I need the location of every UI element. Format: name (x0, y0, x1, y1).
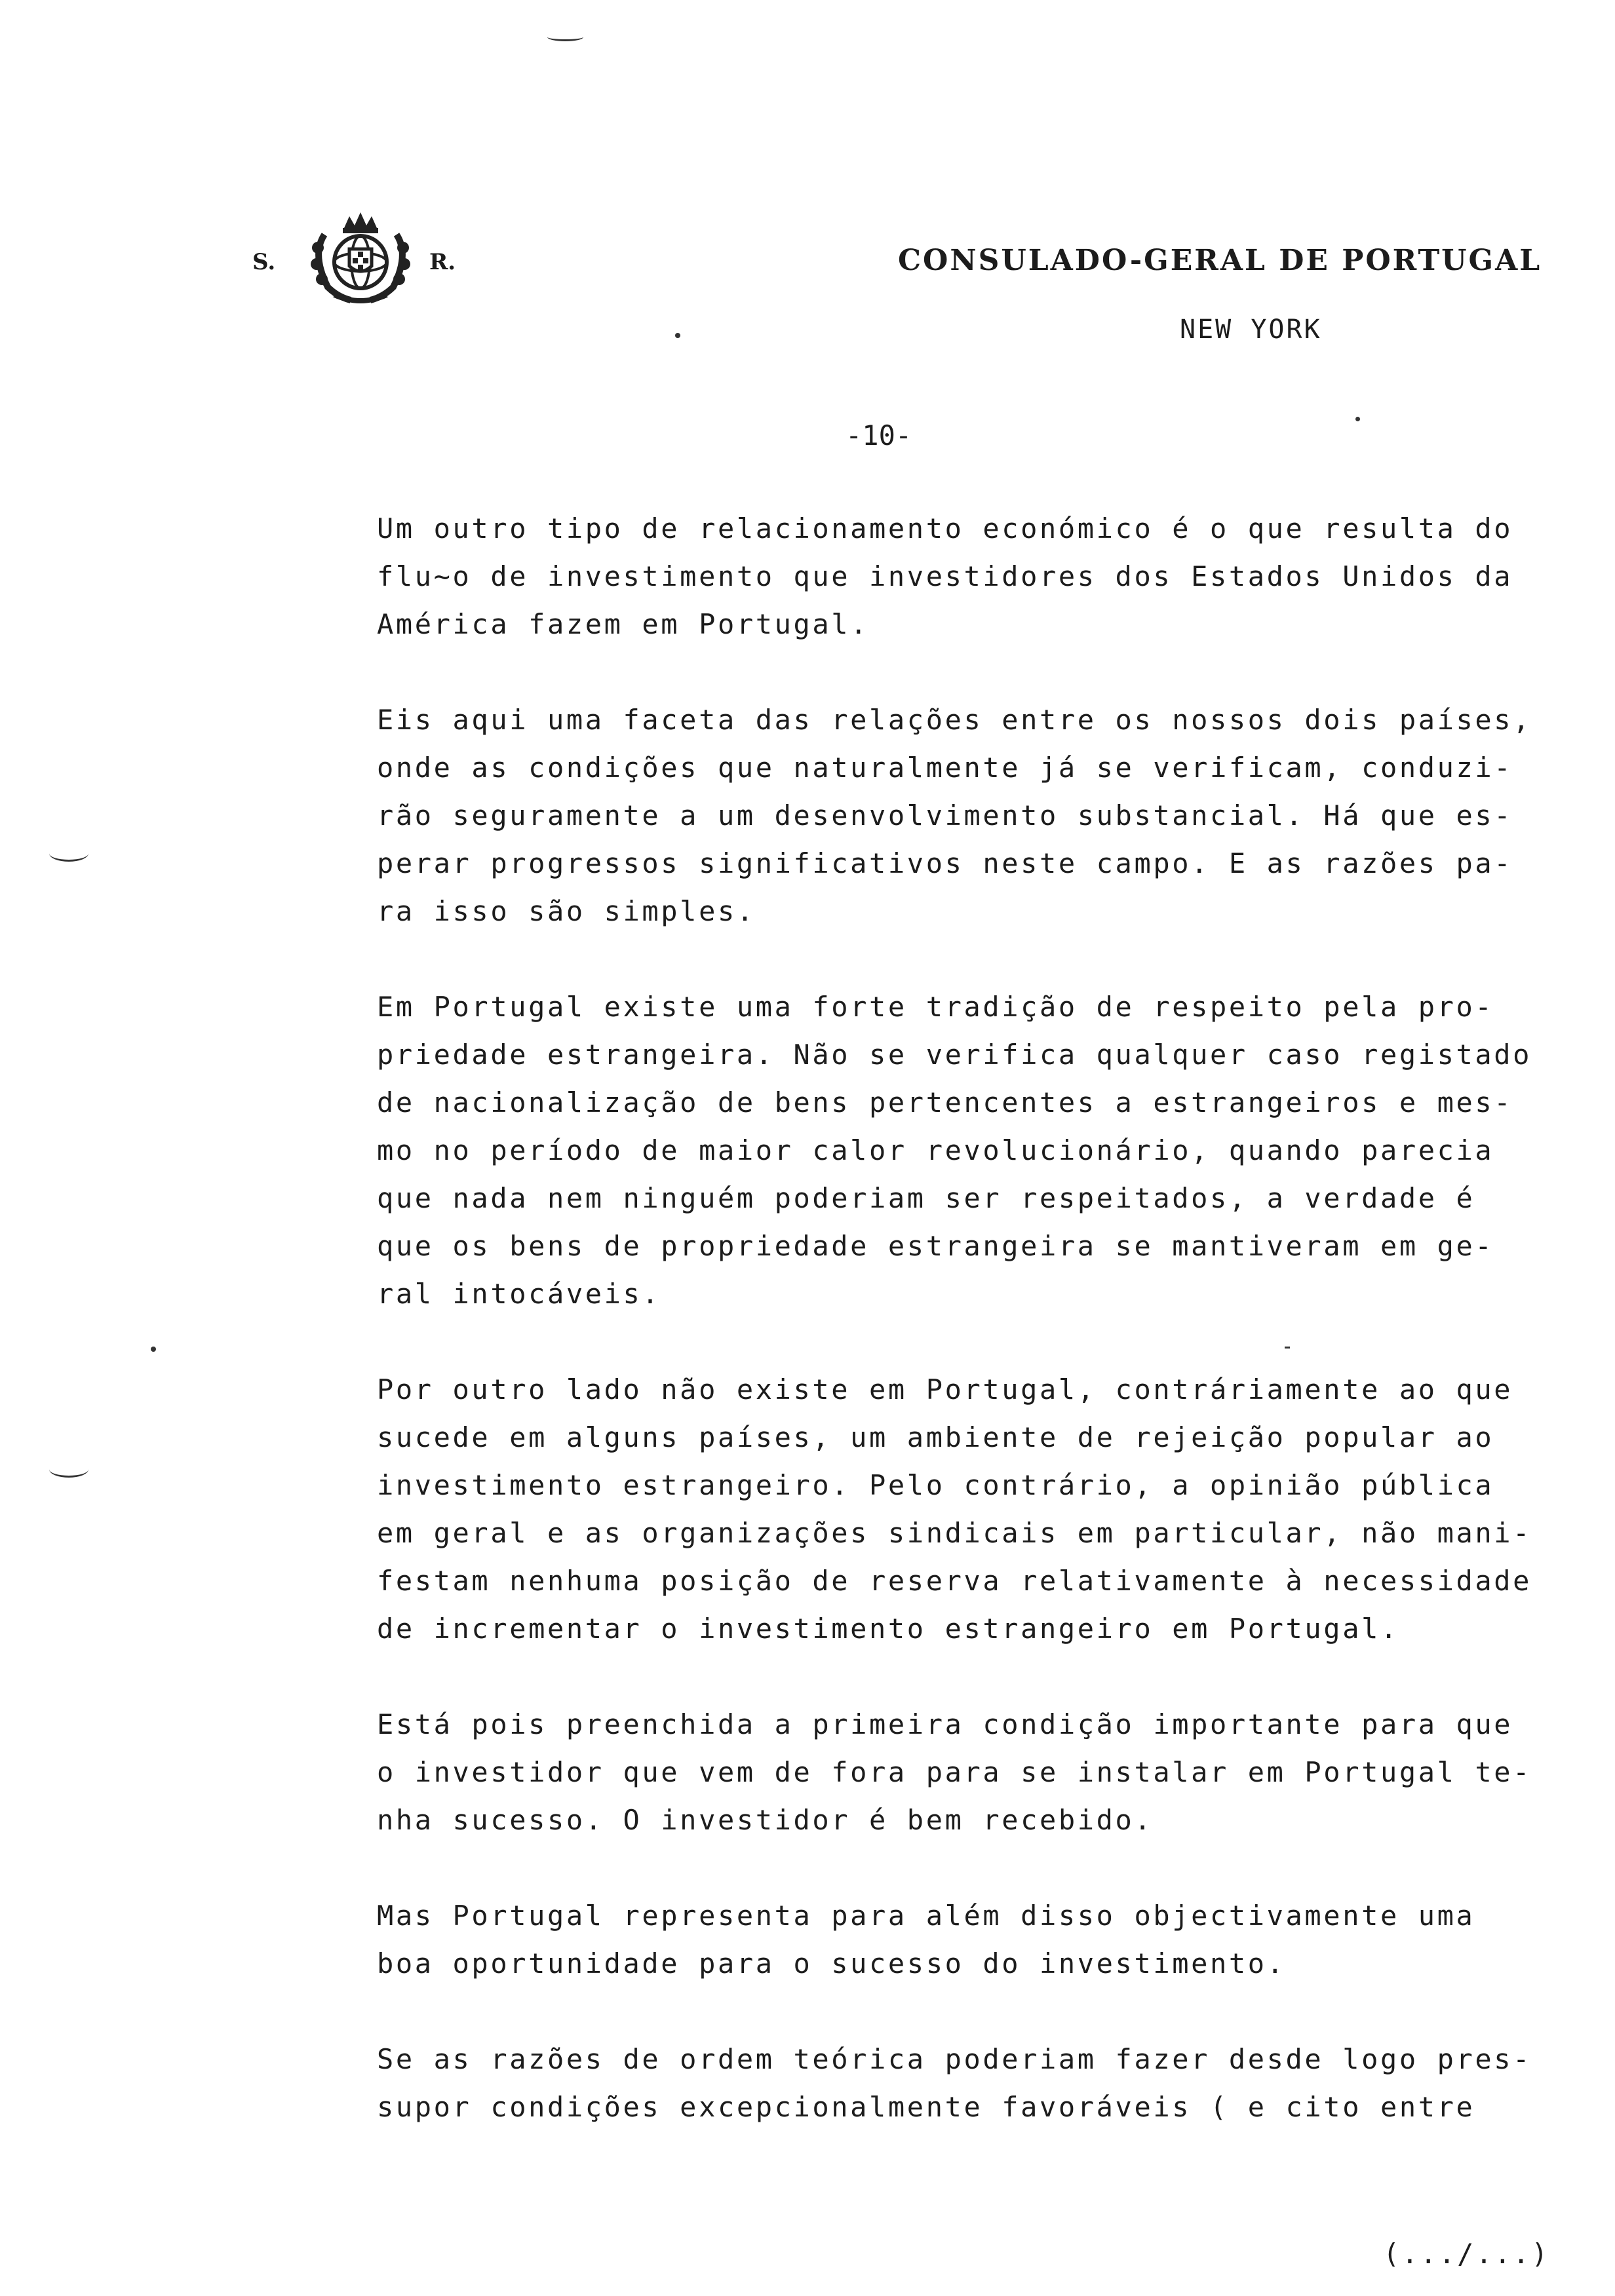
portuguese-coat-of-arms-icon (298, 208, 423, 307)
text-line: Se as razões de ordem teórica poderiam fazer desde logo pres- (377, 2043, 1532, 2075)
text-line: sucede em alguns países, um ambiente de rejeição popular ao (377, 1421, 1494, 1453)
text-line: o investidor que vem de fora para se instalar em Portugal te- (377, 1756, 1532, 1788)
letterhead-left-letter: S. (252, 249, 276, 275)
scan-mark (49, 1461, 88, 1478)
page-number: -10- (846, 419, 912, 451)
text-line: de nacionalização de bens pertencentes a estrangeiros e mes- (377, 1086, 1513, 1119)
text-line: supor condições excepcionalmente favoráveis ( e cito entre (377, 2091, 1475, 2123)
text-line: que nada nem ninguém poderiam ser respeitados, a verdade é (377, 1182, 1475, 1214)
text-line: festam nenhuma posição de reserva relativamente à necessidade (377, 1565, 1532, 1597)
text-line: nha sucesso. O investidor é bem recebido. (377, 1804, 1154, 1836)
paragraph (377, 696, 1596, 935)
letter-body (377, 505, 1596, 2179)
scan-mark (547, 33, 583, 41)
text-line: Por outro lado não existe em Portugal, contráriamente ao que (377, 1373, 1513, 1406)
text-line: ra isso são simples. (377, 895, 756, 927)
text-line: que os bens de propriedade estrangeira se mantiveram em ge- (377, 1230, 1494, 1262)
text-line: rão seguramente a um desenvolvimento substancial. Há que es- (377, 799, 1513, 832)
text-line: Eis aqui uma faceta das relações entre os nossos dois países, (377, 704, 1532, 736)
text-line: priedade estrangeira. Não se verifica qualquer caso registado (377, 1039, 1532, 1071)
letterhead-right-letter: R. (429, 249, 456, 275)
paragraph (377, 505, 1596, 648)
text-line: Mas Portugal representa para além disso objectivamente uma (377, 1900, 1475, 1932)
text-line: Está pois preenchida a primeira condição importante para que (377, 1708, 1513, 1740)
text-line: de incrementar o investimento estrangeiro em Portugal. (377, 1613, 1399, 1645)
paragraph (377, 1892, 1596, 1987)
paragraph (377, 1700, 1596, 1844)
text-line: em geral e as organizações sindicais em particular, não mani- (377, 1517, 1532, 1549)
text-line: perar progressos significativos neste campo. E as razões pa- (377, 847, 1513, 879)
text-line: onde as condições que naturalmente já se verificam, conduzi- (377, 752, 1513, 784)
text-line: Em Portugal existe uma forte tradição de respeito pela pro- (377, 991, 1494, 1023)
scan-speck (1355, 417, 1360, 421)
scan-speck (1285, 1347, 1290, 1349)
text-line: mo no período de maior calor revolucionário, quando parecia (377, 1134, 1494, 1166)
paragraph (377, 983, 1596, 1318)
text-line: investimento estrangeiro. Pelo contrário, a opinião pública (377, 1469, 1494, 1501)
continuation-marker: (.../...) (1383, 2238, 1550, 2270)
text-line: Um outro tipo de relacionamento económico é o que resulta do (377, 512, 1513, 545)
text-line: boa oportunidade para o sucesso do investimento. (377, 1947, 1286, 1980)
paragraph (377, 2035, 1596, 2131)
text-line: ral intocáveis. (377, 1278, 661, 1310)
paragraph (377, 1366, 1596, 1653)
scan-speck (151, 1347, 156, 1352)
letterhead-city: NEW YORK (1180, 315, 1322, 345)
scan-mark (49, 845, 88, 862)
letterhead-title: CONSULADO-GERAL DE PORTUGAL (898, 244, 1542, 277)
text-line: América fazem em Portugal. (377, 608, 870, 640)
text-line: flu~o de investimento que investidores dos Estados Unidos da (377, 560, 1513, 592)
scan-speck (675, 333, 680, 338)
